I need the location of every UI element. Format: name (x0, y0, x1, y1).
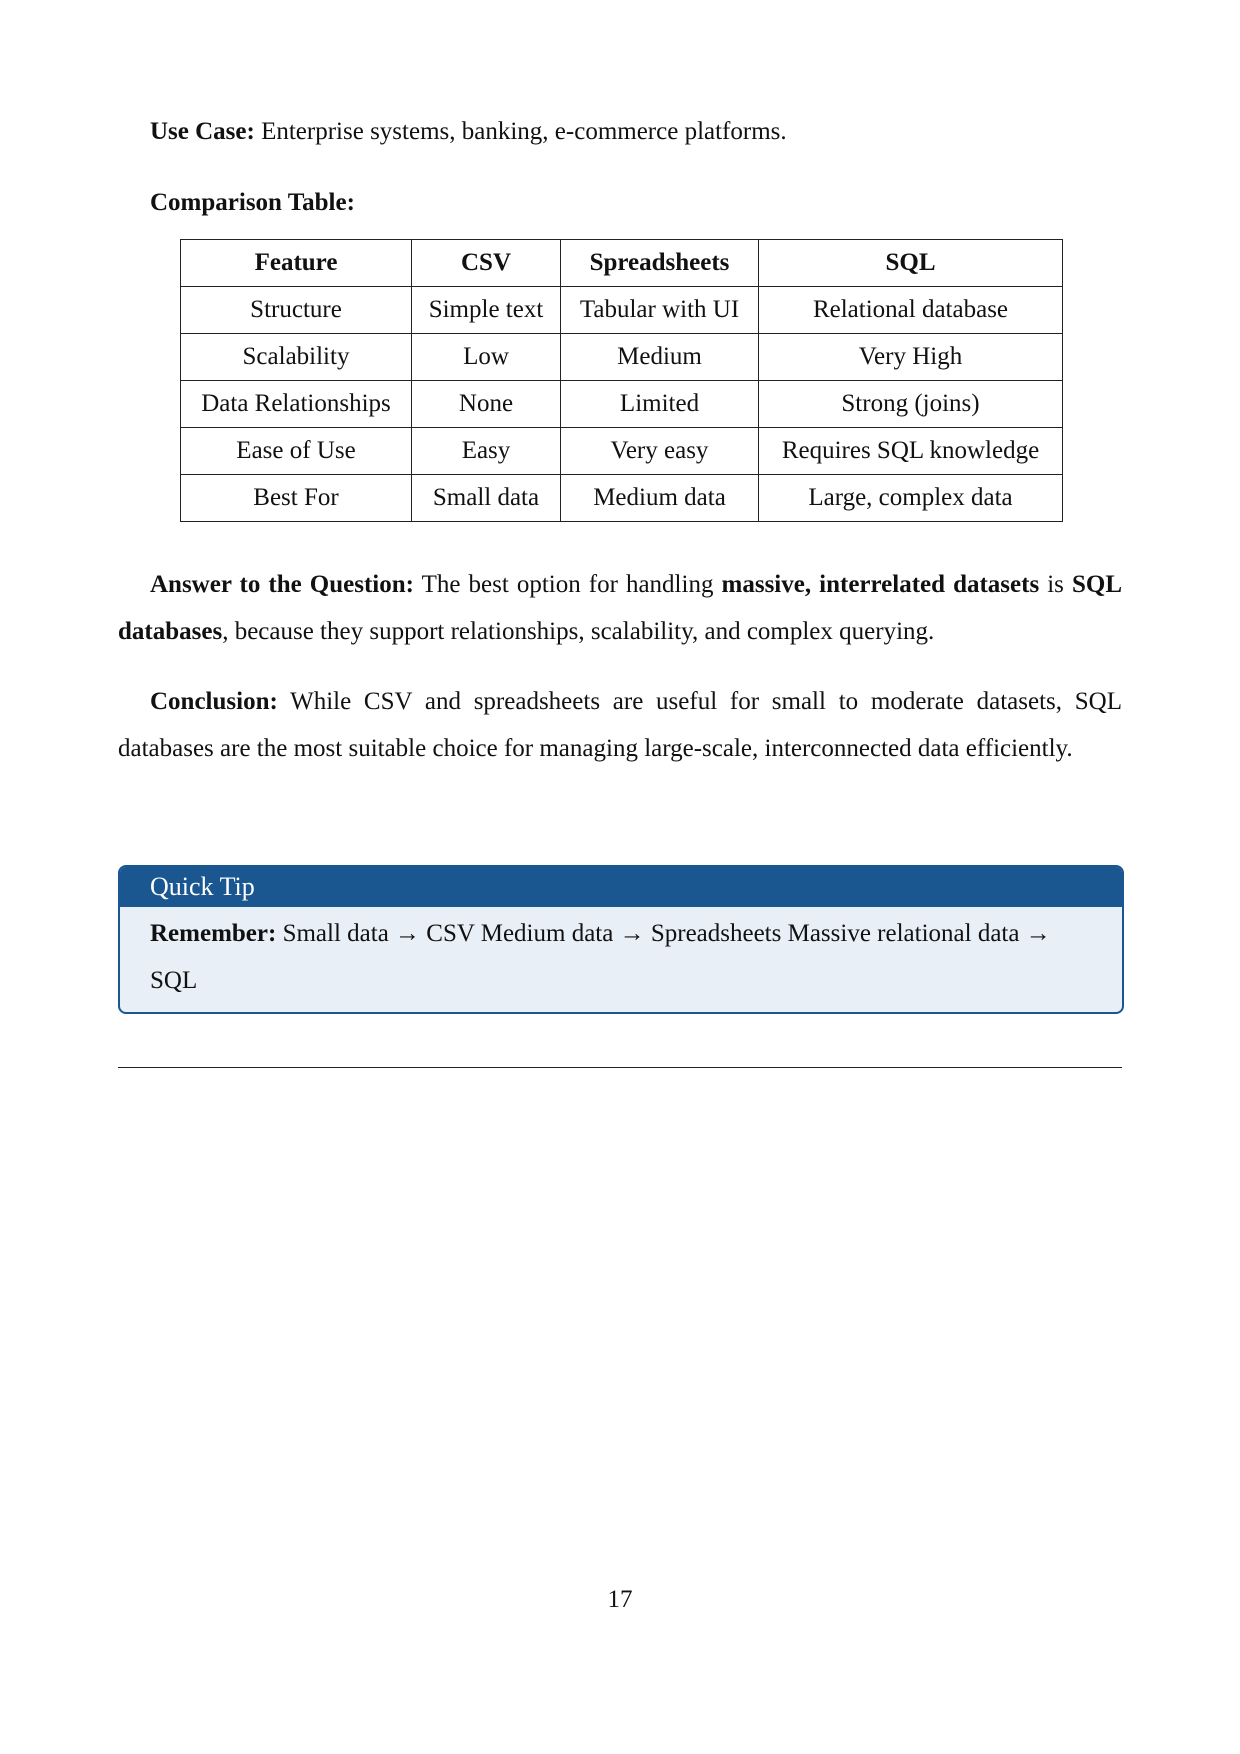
column-header: Spreadsheets (561, 240, 759, 287)
table-row (181, 287, 1063, 334)
table-cell: Large, complex data (759, 475, 1063, 522)
conclusion-paragraph (118, 678, 1122, 772)
table-row (181, 334, 1063, 381)
table-cell: Simple text (412, 287, 561, 334)
table-cell: Structure (181, 287, 412, 334)
use-case-text: Enterprise systems, banking, e-commerce platforms. (254, 118, 787, 145)
answer-emphasis: massive, interrelated datasets (721, 571, 1040, 598)
comparison-table-heading-text: Comparison Table: (150, 189, 355, 216)
quick-tip-label: Remember: (150, 920, 277, 947)
column-header: CSV (412, 240, 561, 287)
answer-label: Answer to the Question: (150, 571, 414, 598)
comparison-table (180, 239, 1063, 522)
conclusion-text: While CSV and spreadsheets are useful for small to moderate datasets, SQL databases are the most suitable choice for managing large-scale, interconnected data efficiently. (118, 688, 1122, 762)
quick-tip-text: Small data → CSV Medium data → Spreadsheets Massive relational data → SQL (150, 920, 1051, 994)
table-cell: Small data (412, 475, 561, 522)
table-cell: Relational database (759, 287, 1063, 334)
table-row (181, 381, 1063, 428)
use-case-label: Use Case: (150, 118, 255, 145)
table-header-row (181, 240, 1063, 287)
answer-text-part: , because they support relationships, scalability, and complex querying. (222, 618, 935, 645)
table-cell: Tabular with UI (561, 287, 759, 334)
answer-text-part: The best option for handling (413, 571, 722, 598)
table-cell: Easy (412, 428, 561, 475)
quick-tip-body (120, 910, 1122, 1004)
column-header: SQL (759, 240, 1063, 287)
table-cell: Limited (561, 381, 759, 428)
table-cell: Ease of Use (181, 428, 412, 475)
table-cell: Medium data (561, 475, 759, 522)
table-cell: Very easy (561, 428, 759, 475)
table-cell: Strong (joins) (759, 381, 1063, 428)
table-cell: Very High (759, 334, 1063, 381)
table-cell: Data Relationships (181, 381, 412, 428)
quick-tip-box (118, 865, 1124, 1014)
table-cell: Scalability (181, 334, 412, 381)
quick-tip-title: Quick Tip (120, 867, 1122, 907)
horizontal-rule (118, 1067, 1122, 1068)
answer-emphasis: SQL databases (118, 571, 1122, 645)
table-row (181, 428, 1063, 475)
table-cell: Medium (561, 334, 759, 381)
answer-text-part: is (1039, 571, 1072, 598)
column-header: Feature (181, 240, 412, 287)
table-cell: Low (412, 334, 561, 381)
conclusion-label: Conclusion: (150, 688, 278, 715)
table-cell: None (412, 381, 561, 428)
table-cell: Requires SQL knowledge (759, 428, 1063, 475)
table-row (181, 475, 1063, 522)
table-cell: Best For (181, 475, 412, 522)
use-case-paragraph (118, 108, 1122, 155)
answer-paragraph (118, 561, 1122, 655)
comparison-table-heading (118, 179, 1122, 226)
page-number: 17 (607, 1586, 633, 1613)
